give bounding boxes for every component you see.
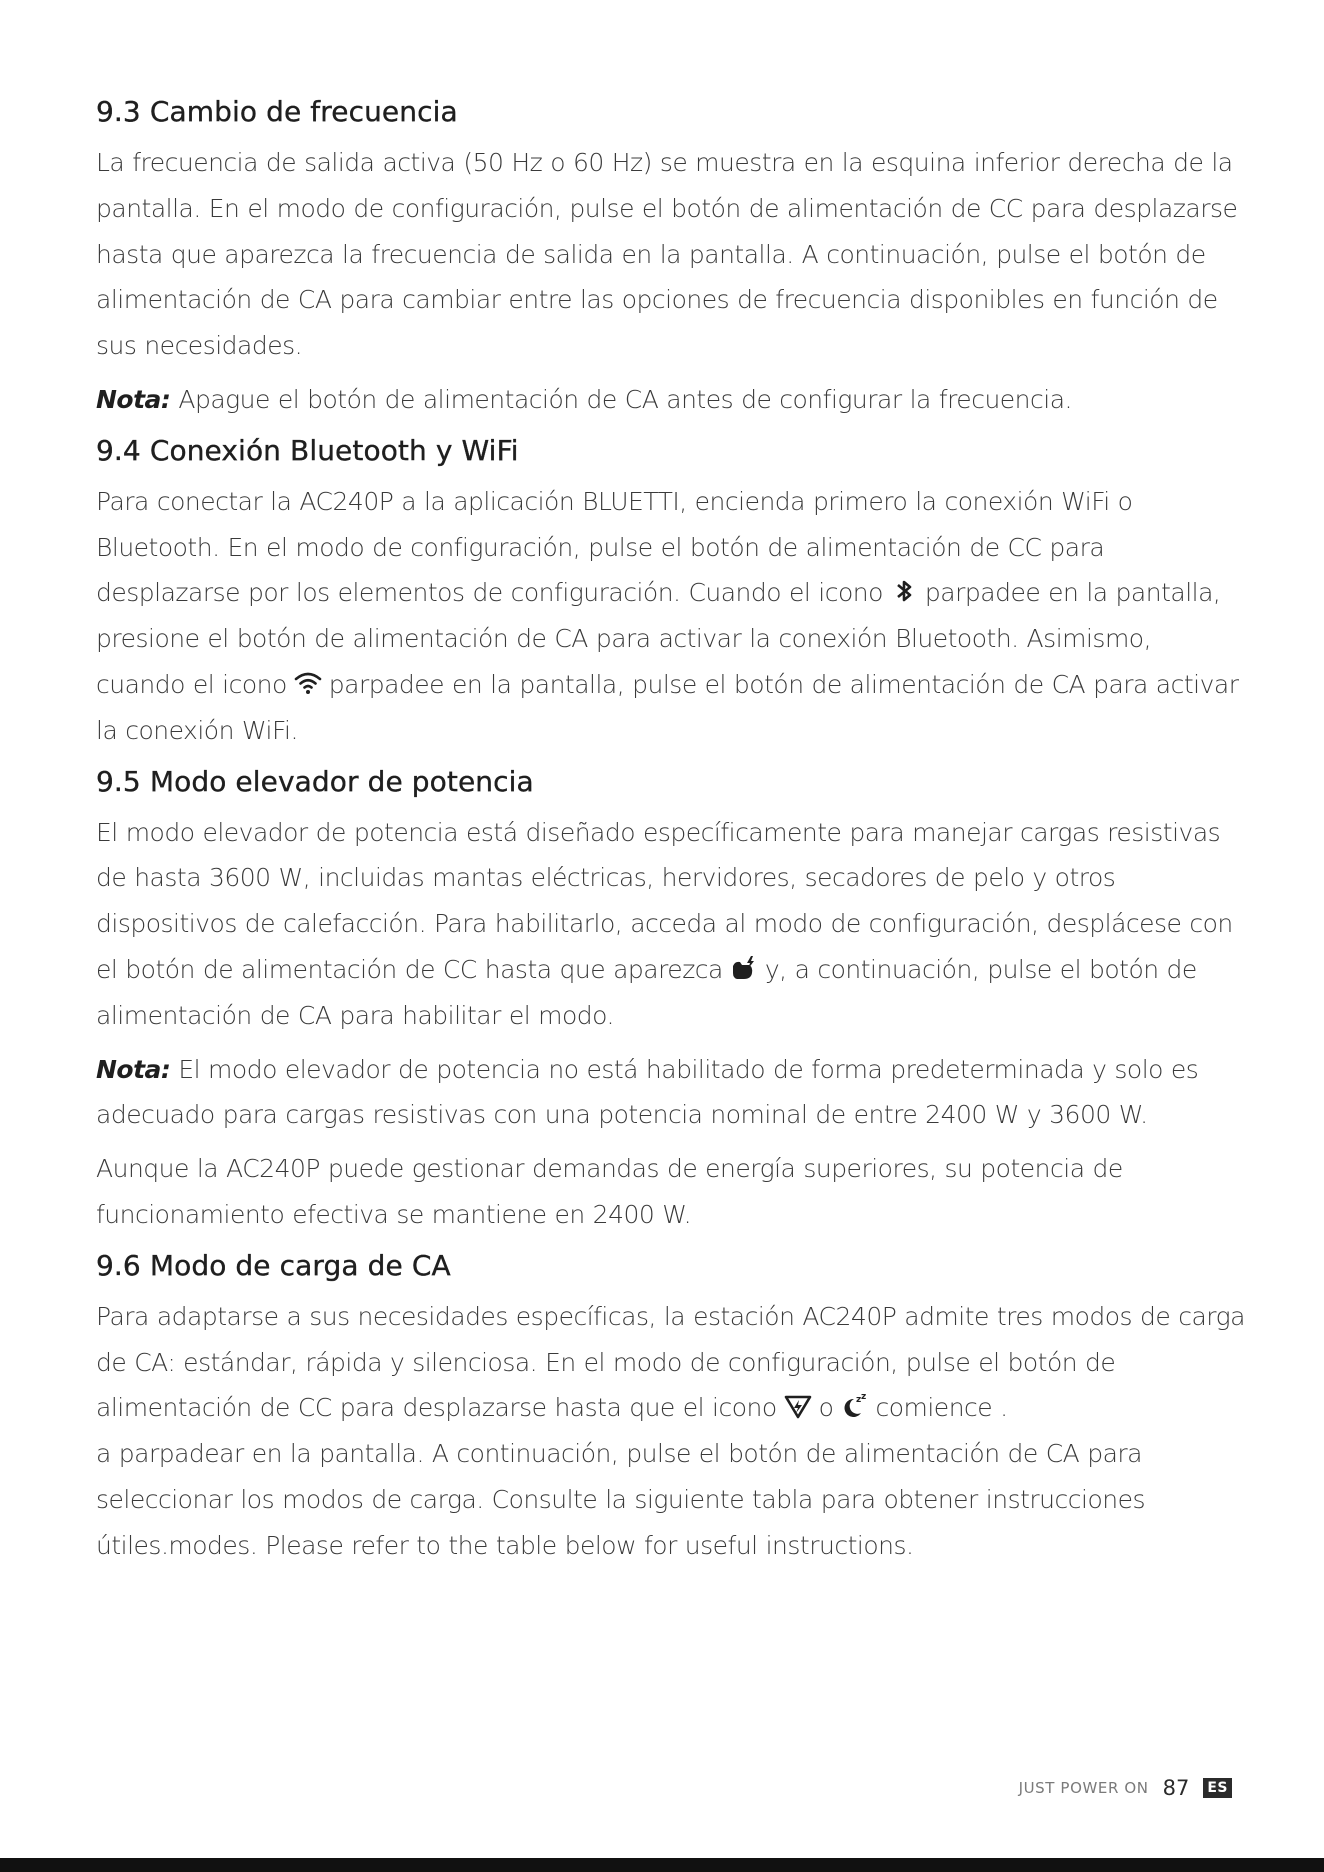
footer-tagline: JUST POWER ON	[1018, 1779, 1149, 1797]
section-9-3-paragraph: La frecuencia de salida activa (50 Hz o 60 Hz) se muestra en la esquina inferior derecha de la pantalla. En el modo de configuración, pulse el botón de alimentación de CC para desplazarse hasta que aparezca la frecuencia de salida en la pantalla. A continuación, pulse el botón de alimentación de CA para cambiar entre las opciones de frecuencia disponibles en función de sus necesidades.	[96, 148, 1238, 361]
page-footer	[1019, 1776, 1232, 1800]
text-run: o	[818, 1393, 834, 1423]
bluetooth-icon	[889, 577, 919, 605]
page-content	[96, 92, 1246, 1577]
power-lifting-icon	[729, 954, 759, 982]
section-9-3-note	[96, 377, 1246, 423]
text-run: parpadee en la pantalla, presione el botón de alimentación de CA para activar la conexión Bluetooth. Asimismo, cuando el icono	[96, 578, 1221, 699]
section-9-6-paragraph	[96, 1294, 1246, 1569]
note-label: Nota:	[96, 384, 171, 414]
svg-text:z: z	[856, 1395, 862, 1406]
turbo-charge-icon	[783, 1392, 813, 1420]
svg-text:z: z	[861, 1392, 867, 1403]
note-label: Nota:	[96, 1054, 171, 1084]
text-run: comience .	[875, 1393, 1008, 1423]
note-text: Apague el botón de alimentación de CA antes de configurar la frecuencia.	[170, 384, 1072, 414]
bottom-border	[0, 1858, 1324, 1872]
text-run: parpadee en la pantalla, pulse el botón de alimentación de CA para activar la conexión WiFi.	[96, 669, 1239, 745]
text-run: Para conectar la AC240P a la aplicación BLUETTI, encienda primero la conexión WiFi o Bluetooth. En el modo de configuración, pulse el botón de alimentación de CC para desplazarse por los elementos de configuración. Cuando el icono	[96, 486, 1133, 608]
text-run: El modo elevador de potencia está diseñado específicamente para manejar cargas resistivas de hasta 3600 W, incluidas mantas eléctricas, hervidores, secadores de pelo y otros dispositivos de calefacción. Para habilitarlo, acceda al modo de configuración, desplácese con el botón de alimentación de CC hasta que aparezca	[96, 817, 1233, 984]
section-9-5-paragraph	[96, 810, 1246, 1039]
text-run: a parpadear en la pantalla. A continuación, pulse el botón de alimentación de CA para seleccionar los modos de carga. Consulte la siguiente tabla para obtener instrucciones útiles.modes. Please refer to the table below for useful instructions.	[96, 1439, 1145, 1560]
section-9-4-paragraph	[96, 479, 1246, 754]
text-run: Para adaptarse a sus necesidades específicas, la estación AC240P admite tres modos de carga de CA: estándar, rápida y silenciosa. En el modo de configuración, pulse el botón de alimentación de CC para desplazarse hasta que el icono	[96, 1301, 1245, 1423]
note-text: El modo elevador de potencia no está habilitado de forma predeterminada y solo es adecuado para cargas resistivas con una potencia nominal de entre 2400 W y 3600 W.	[96, 1054, 1199, 1130]
section-heading-9-3: 9.3 Cambio de frecuencia	[96, 95, 458, 128]
language-badge: ES	[1203, 1778, 1232, 1798]
section-9-5-note	[96, 1047, 1246, 1139]
wifi-icon	[293, 669, 323, 697]
section-9-5-paragraph-2: Aunque la AC240P puede gestionar demandas de energía superiores, su potencia de funcionamiento efectiva se mantiene en 2400 W.	[96, 1154, 1123, 1229]
section-heading-9-5: 9.5 Modo elevador de potencia	[96, 764, 534, 798]
section-heading-9-6: 9.6 Modo de carga de CA	[96, 1248, 451, 1282]
silent-moon-icon	[839, 1392, 869, 1420]
text-run: y, a continuación, pulse el botón de alimentación de CA para habilitar el modo.	[96, 954, 1197, 1030]
page-number: 87	[1162, 1776, 1190, 1800]
section-heading-9-4: 9.4 Conexión Bluetooth y WiFi	[96, 433, 519, 467]
